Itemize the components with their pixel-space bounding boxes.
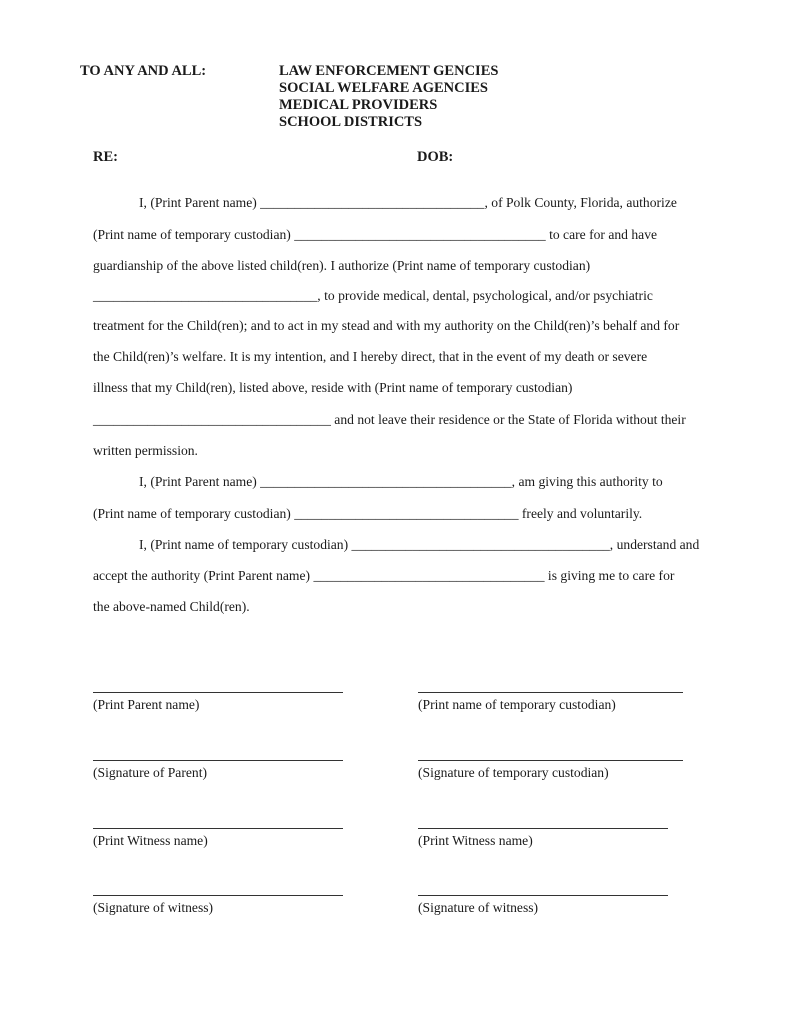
signature-line xyxy=(93,760,343,761)
body-line: (Print name of temporary custodian) _____________________________________ to care for and have xyxy=(93,227,658,242)
signature-line xyxy=(418,760,683,761)
body-line: the above-named Child(ren). xyxy=(93,599,250,614)
print-witness-name-label: (Print Witness name) xyxy=(418,833,533,848)
signature-of-custodian-label: (Signature of temporary custodian) xyxy=(418,765,609,780)
re-label: RE: xyxy=(93,149,118,165)
print-witness-name-label: (Print Witness name) xyxy=(93,833,208,848)
dob-label: DOB: xyxy=(417,149,454,165)
body-line: I, (Print Parent name) _____________________________________, am giving this authority to xyxy=(139,474,663,489)
signature-line xyxy=(418,895,668,896)
signature-of-witness-label: (Signature of witness) xyxy=(93,900,214,915)
body-line: treatment for the Child(ren); and to act in my stead and with my authority on the Child(ren)’s behalf and for xyxy=(93,318,680,333)
print-custodian-name-label: (Print name of temporary custodian) xyxy=(418,697,616,712)
body-line: I, (Print Parent name) _________________________________, of Polk County, Florida, authorize xyxy=(139,195,677,210)
body-line: ___________________________________ and not leave their residence or the State of Florida without their xyxy=(93,412,686,427)
recipient-line: SOCIAL WELFARE AGENCIES xyxy=(279,80,488,96)
signature-line xyxy=(93,692,343,693)
recipient-line: LAW ENFORCEMENT GENCIES xyxy=(279,63,499,79)
to-label: TO ANY AND ALL: xyxy=(80,63,207,79)
body-line: the Child(ren)’s welfare. It is my intention, and I hereby direct, that in the event of my death or severe xyxy=(93,349,648,364)
recipient-line: SCHOOL DISTRICTS xyxy=(279,114,423,130)
body-line: written permission. xyxy=(93,443,198,458)
body-line: _________________________________, to provide medical, dental, psychological, and/or psychiatric xyxy=(93,288,653,303)
body-line: I, (Print name of temporary custodian) ______________________________________, understand and xyxy=(139,537,700,552)
body-line: illness that my Child(ren), listed above, reside with (Print name of temporary custodian) xyxy=(93,380,573,395)
signature-of-parent-label: (Signature of Parent) xyxy=(93,765,208,780)
body-line: accept the authority (Print Parent name) __________________________________ is giving me to care for xyxy=(93,568,675,583)
signature-of-witness-label: (Signature of witness) xyxy=(418,900,539,915)
signature-line xyxy=(93,895,343,896)
body-line: guardianship of the above listed child(ren). I authorize (Print name of temporary custodian) xyxy=(93,258,591,273)
signature-line xyxy=(93,828,343,829)
signature-line xyxy=(418,828,668,829)
recipient-line: MEDICAL PROVIDERS xyxy=(279,97,438,113)
signature-line xyxy=(418,692,683,693)
body-line: (Print name of temporary custodian) _________________________________ freely and voluntarily. xyxy=(93,506,643,521)
print-parent-name-label: (Print Parent name) xyxy=(93,697,200,712)
